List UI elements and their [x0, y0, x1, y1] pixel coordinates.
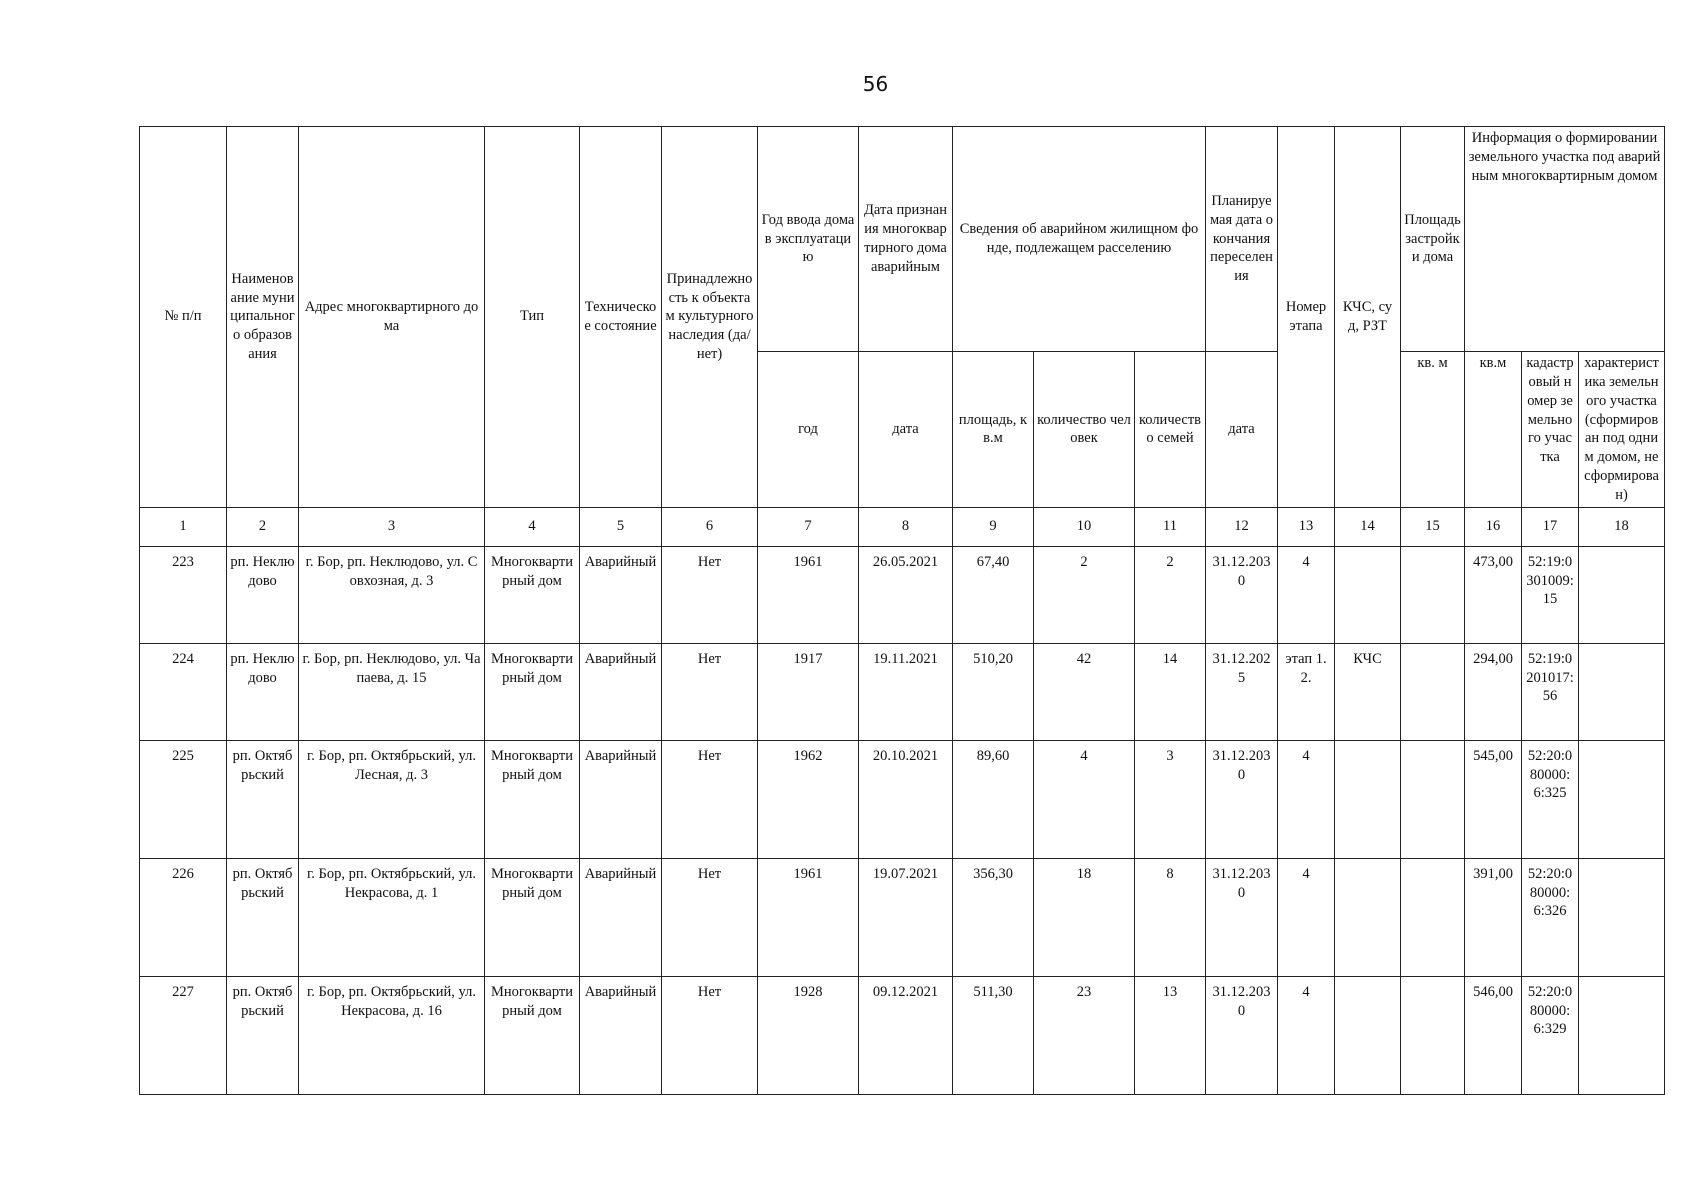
cell-date: 19.11.2021	[859, 643, 953, 740]
cell-stage: 4	[1278, 858, 1335, 976]
header-area: площадь, кв.м	[953, 352, 1034, 508]
cell-people: 42	[1034, 643, 1135, 740]
cell-land-characteristic	[1579, 740, 1665, 858]
cell-cadastre: 52:20:080000:6:325	[1522, 740, 1579, 858]
cell-built-area	[1401, 740, 1465, 858]
header-families: количество семей	[1135, 352, 1206, 508]
cell-families: 8	[1135, 858, 1206, 976]
cell-end-date: 31.12.2030	[1206, 740, 1278, 858]
header-commission-year: Год ввода дома в эксплуатацию	[758, 127, 859, 352]
cell-land-area: 545,00	[1465, 740, 1522, 858]
cell-date: 20.10.2021	[859, 740, 953, 858]
cell-families: 13	[1135, 976, 1206, 1094]
header-unit-sqm-land: кв.м	[1465, 352, 1522, 508]
column-number: 3	[299, 507, 485, 546]
header-sub-date: дата	[859, 352, 953, 508]
cell-heritage: Нет	[662, 740, 758, 858]
cell-heritage: Нет	[662, 643, 758, 740]
table-row	[140, 643, 1665, 740]
cell-year: 1961	[758, 858, 859, 976]
cell-families: 14	[1135, 643, 1206, 740]
header-municipality: Наименование муниципального образования	[227, 127, 299, 508]
cell-people: 18	[1034, 858, 1135, 976]
cell-end-date: 31.12.2030	[1206, 976, 1278, 1094]
cell-heritage: Нет	[662, 858, 758, 976]
column-number: 12	[1206, 507, 1278, 546]
cell-people: 23	[1034, 976, 1135, 1094]
header-planned-end: Планируемая дата окончания переселения	[1206, 127, 1278, 352]
cell-area: 511,30	[953, 976, 1034, 1094]
cell-heritage: Нет	[662, 546, 758, 643]
cell-end-date: 31.12.2030	[1206, 858, 1278, 976]
header-sub-year: год	[758, 352, 859, 508]
header-stage: Номер этапа	[1278, 127, 1335, 508]
cell-people: 4	[1034, 740, 1135, 858]
cell-families: 3	[1135, 740, 1206, 858]
column-numbers-row	[140, 507, 1665, 546]
cell-date: 26.05.2021	[859, 546, 953, 643]
header-technical-state: Техническое состояние	[580, 127, 662, 508]
cell-people: 2	[1034, 546, 1135, 643]
cell-cadastre: 52:19:0201017:56	[1522, 643, 1579, 740]
cell-families: 2	[1135, 546, 1206, 643]
cell-cadastre: 52:20:080000:6:326	[1522, 858, 1579, 976]
cell-stage: 4	[1278, 740, 1335, 858]
cell-municipality: рп. Неклюдово	[227, 643, 299, 740]
cell-state: Аварийный	[580, 546, 662, 643]
cell-state: Аварийный	[580, 643, 662, 740]
cell-number: 223	[140, 546, 227, 643]
column-number: 2	[227, 507, 299, 546]
cell-built-area	[1401, 643, 1465, 740]
table-row	[140, 976, 1665, 1094]
column-number: 18	[1579, 507, 1665, 546]
cell-cadastre: 52:20:080000:6:329	[1522, 976, 1579, 1094]
cell-kchs	[1335, 976, 1401, 1094]
cell-municipality: рп. Октябрьский	[227, 976, 299, 1094]
cell-address: г. Бор, рп. Октябрьский, ул. Лесная, д. 3	[299, 740, 485, 858]
cell-land-area: 294,00	[1465, 643, 1522, 740]
cell-kchs	[1335, 858, 1401, 976]
cell-type: Многоквартирный дом	[485, 643, 580, 740]
cell-date: 19.07.2021	[859, 858, 953, 976]
header-address: Адрес многоквартирного дома	[299, 127, 485, 508]
cell-municipality: рп. Октябрьский	[227, 858, 299, 976]
cell-address: г. Бор, рп. Октябрьский, ул. Некрасова, д. 16	[299, 976, 485, 1094]
cell-state: Аварийный	[580, 976, 662, 1094]
cell-kchs	[1335, 546, 1401, 643]
column-number: 15	[1401, 507, 1465, 546]
column-number: 7	[758, 507, 859, 546]
cell-address: г. Бор, рп. Октябрьский, ул. Некрасова, д. 1	[299, 858, 485, 976]
cell-land-characteristic	[1579, 643, 1665, 740]
cell-year: 1961	[758, 546, 859, 643]
cell-type: Многоквартирный дом	[485, 546, 580, 643]
table-row	[140, 546, 1665, 643]
cell-land-area: 473,00	[1465, 546, 1522, 643]
header-type: Тип	[485, 127, 580, 508]
header-people: количество человек	[1034, 352, 1135, 508]
column-number: 4	[485, 507, 580, 546]
cell-area: 67,40	[953, 546, 1034, 643]
cell-number: 224	[140, 643, 227, 740]
cell-stage: этап 1.2.	[1278, 643, 1335, 740]
cell-land-characteristic	[1579, 858, 1665, 976]
header-land-characteristic: характеристика земельного участка (сформирован под одним домом, не сформирован)	[1579, 352, 1665, 508]
cell-address: г. Бор, рп. Неклюдово, ул. Чапаева, д. 15	[299, 643, 485, 740]
cell-date: 09.12.2021	[859, 976, 953, 1094]
cell-type: Многоквартирный дом	[485, 976, 580, 1094]
cell-type: Многоквартирный дом	[485, 858, 580, 976]
header-emergency-fund-group: Сведения об аварийном жилищном фонде, подлежащем расселению	[953, 127, 1206, 352]
cell-land-area: 546,00	[1465, 976, 1522, 1094]
cell-area: 89,60	[953, 740, 1034, 858]
column-number: 13	[1278, 507, 1335, 546]
header-sub-end-date: дата	[1206, 352, 1278, 508]
header-heritage: Принадлежность к объектам культурного наследия (да/нет)	[662, 127, 758, 508]
cell-state: Аварийный	[580, 858, 662, 976]
cell-kchs: КЧС	[1335, 643, 1401, 740]
cell-area: 510,20	[953, 643, 1034, 740]
header-cadastre: кадастровый номер земельного участка	[1522, 352, 1579, 508]
column-number: 9	[953, 507, 1034, 546]
cell-built-area	[1401, 858, 1465, 976]
header-kchs: КЧС, суд, РЗТ	[1335, 127, 1401, 508]
column-number: 11	[1135, 507, 1206, 546]
cell-stage: 4	[1278, 546, 1335, 643]
cell-area: 356,30	[953, 858, 1034, 976]
cell-built-area	[1401, 976, 1465, 1094]
cell-number: 225	[140, 740, 227, 858]
cell-number: 226	[140, 858, 227, 976]
header-land-plot-group: Информация о формировании земельного участка под аварийным многоквартирным домом	[1465, 127, 1665, 352]
cell-year: 1928	[758, 976, 859, 1094]
column-number: 10	[1034, 507, 1135, 546]
column-number: 14	[1335, 507, 1401, 546]
cell-kchs	[1335, 740, 1401, 858]
cell-municipality: рп. Неклюдово	[227, 546, 299, 643]
cell-stage: 4	[1278, 976, 1335, 1094]
cell-land-area: 391,00	[1465, 858, 1522, 976]
cell-end-date: 31.12.2030	[1206, 546, 1278, 643]
header-emergency-date: Дата признания многоквартирного дома аварийным	[859, 127, 953, 352]
cell-land-characteristic	[1579, 546, 1665, 643]
cell-address: г. Бор, рп. Неклюдово, ул. Совхозная, д. 3	[299, 546, 485, 643]
cell-heritage: Нет	[662, 976, 758, 1094]
column-number: 6	[662, 507, 758, 546]
column-number: 1	[140, 507, 227, 546]
emergency-housing-table	[139, 126, 1665, 1095]
cell-year: 1962	[758, 740, 859, 858]
table-row	[140, 740, 1665, 858]
column-number: 8	[859, 507, 953, 546]
cell-municipality: рп. Октябрьский	[227, 740, 299, 858]
table-row	[140, 858, 1665, 976]
page-number: 56	[862, 72, 889, 96]
cell-year: 1917	[758, 643, 859, 740]
cell-built-area	[1401, 546, 1465, 643]
cell-type: Многоквартирный дом	[485, 740, 580, 858]
cell-land-characteristic	[1579, 976, 1665, 1094]
cell-end-date: 31.12.2025	[1206, 643, 1278, 740]
column-number: 5	[580, 507, 662, 546]
column-number: 17	[1522, 507, 1579, 546]
cell-cadastre: 52:19:0301009:15	[1522, 546, 1579, 643]
column-number: 16	[1465, 507, 1522, 546]
cell-number: 227	[140, 976, 227, 1094]
header-built-area: Площадь застройки дома	[1401, 127, 1465, 352]
header-row-1	[140, 127, 1665, 352]
header-unit-sqm: кв. м	[1401, 352, 1465, 508]
header-row-number: № п/п	[140, 127, 227, 508]
cell-state: Аварийный	[580, 740, 662, 858]
